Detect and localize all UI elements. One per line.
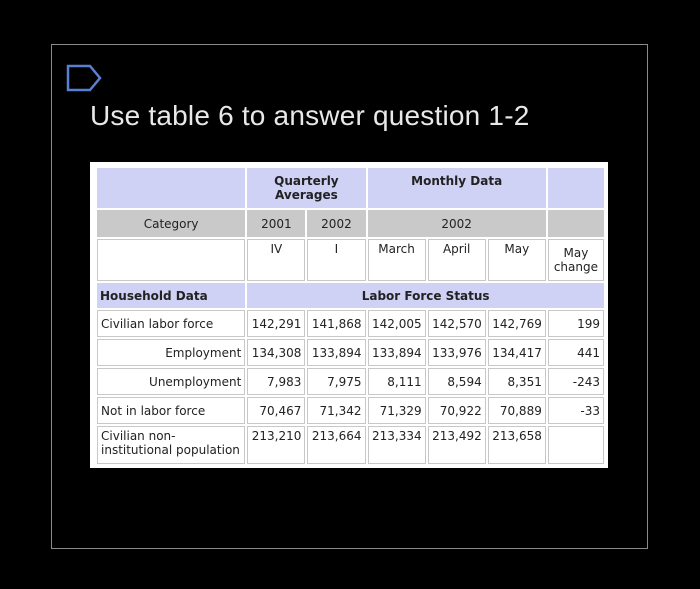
cell-value: 133,976 xyxy=(428,339,486,366)
cell-value: 142,291 xyxy=(247,310,305,337)
slide-title: Use table 6 to answer question 1-2 xyxy=(90,100,530,131)
table-row xyxy=(97,368,604,395)
cell-value: 213,664 xyxy=(307,426,365,464)
cell-value: 213,658 xyxy=(488,426,546,464)
cell-value: 7,983 xyxy=(247,368,305,395)
cell-value: 213,334 xyxy=(368,426,426,464)
row-label: Unemployment xyxy=(97,368,245,395)
cell-value: 199 xyxy=(548,310,604,337)
period-may: May xyxy=(488,239,546,281)
year-2002-quarterly: 2002 xyxy=(307,210,365,237)
pentagon-arrow-icon xyxy=(66,64,102,92)
data-table xyxy=(95,166,606,466)
period-iv: IV xyxy=(247,239,305,281)
cell-value xyxy=(548,426,604,464)
cell-value: 141,868 xyxy=(307,310,365,337)
year-row xyxy=(97,210,604,237)
cell-value: 70,467 xyxy=(247,397,305,424)
cell-value: 142,570 xyxy=(428,310,486,337)
empty-year-cell xyxy=(548,210,604,237)
section-row xyxy=(97,283,604,308)
cell-value: 71,342 xyxy=(307,397,365,424)
cell-value: 133,894 xyxy=(307,339,365,366)
cell-value: 8,111 xyxy=(368,368,426,395)
empty-header-cell xyxy=(97,168,245,208)
cell-value: 71,329 xyxy=(368,397,426,424)
year-2002-monthly: 2002 xyxy=(368,210,546,237)
cell-value: 133,894 xyxy=(368,339,426,366)
year-2001: 2001 xyxy=(247,210,305,237)
cell-value: 142,005 xyxy=(368,310,426,337)
empty-period-cell xyxy=(97,239,245,281)
cell-value: 134,308 xyxy=(247,339,305,366)
cell-value: 142,769 xyxy=(488,310,546,337)
cell-value: 213,492 xyxy=(428,426,486,464)
household-data-header: Household Data xyxy=(97,283,245,308)
period-i: I xyxy=(307,239,365,281)
cell-value: 70,922 xyxy=(428,397,486,424)
row-label: Civilian labor force xyxy=(97,310,245,337)
period-march: March xyxy=(368,239,426,281)
table-row xyxy=(97,310,604,337)
quarterly-averages-header: Quarterly Averages xyxy=(247,168,365,208)
table-row xyxy=(97,397,604,424)
cell-value: 213,210 xyxy=(247,426,305,464)
cell-value: 134,417 xyxy=(488,339,546,366)
monthly-data-header: Monthly Data xyxy=(368,168,546,208)
table-row xyxy=(97,339,604,366)
period-may-change: May change xyxy=(548,239,604,281)
labor-force-table xyxy=(90,162,608,468)
category-header: Category xyxy=(97,210,245,237)
cell-value: 441 xyxy=(548,339,604,366)
row-label: Not in labor force xyxy=(97,397,245,424)
cell-value: -33 xyxy=(548,397,604,424)
cell-value: 70,889 xyxy=(488,397,546,424)
row-label: Employment xyxy=(97,339,245,366)
period-row xyxy=(97,239,604,281)
cell-value: 7,975 xyxy=(307,368,365,395)
cell-value: 8,351 xyxy=(488,368,546,395)
group-header-row xyxy=(97,168,604,208)
labor-force-status-header: Labor Force Status xyxy=(247,283,604,308)
period-april: April xyxy=(428,239,486,281)
cell-value: 8,594 xyxy=(428,368,486,395)
table-row xyxy=(97,426,604,464)
row-label: Civilian non- institutional population xyxy=(97,426,245,464)
empty-header-cell xyxy=(548,168,604,208)
cell-value: -243 xyxy=(548,368,604,395)
